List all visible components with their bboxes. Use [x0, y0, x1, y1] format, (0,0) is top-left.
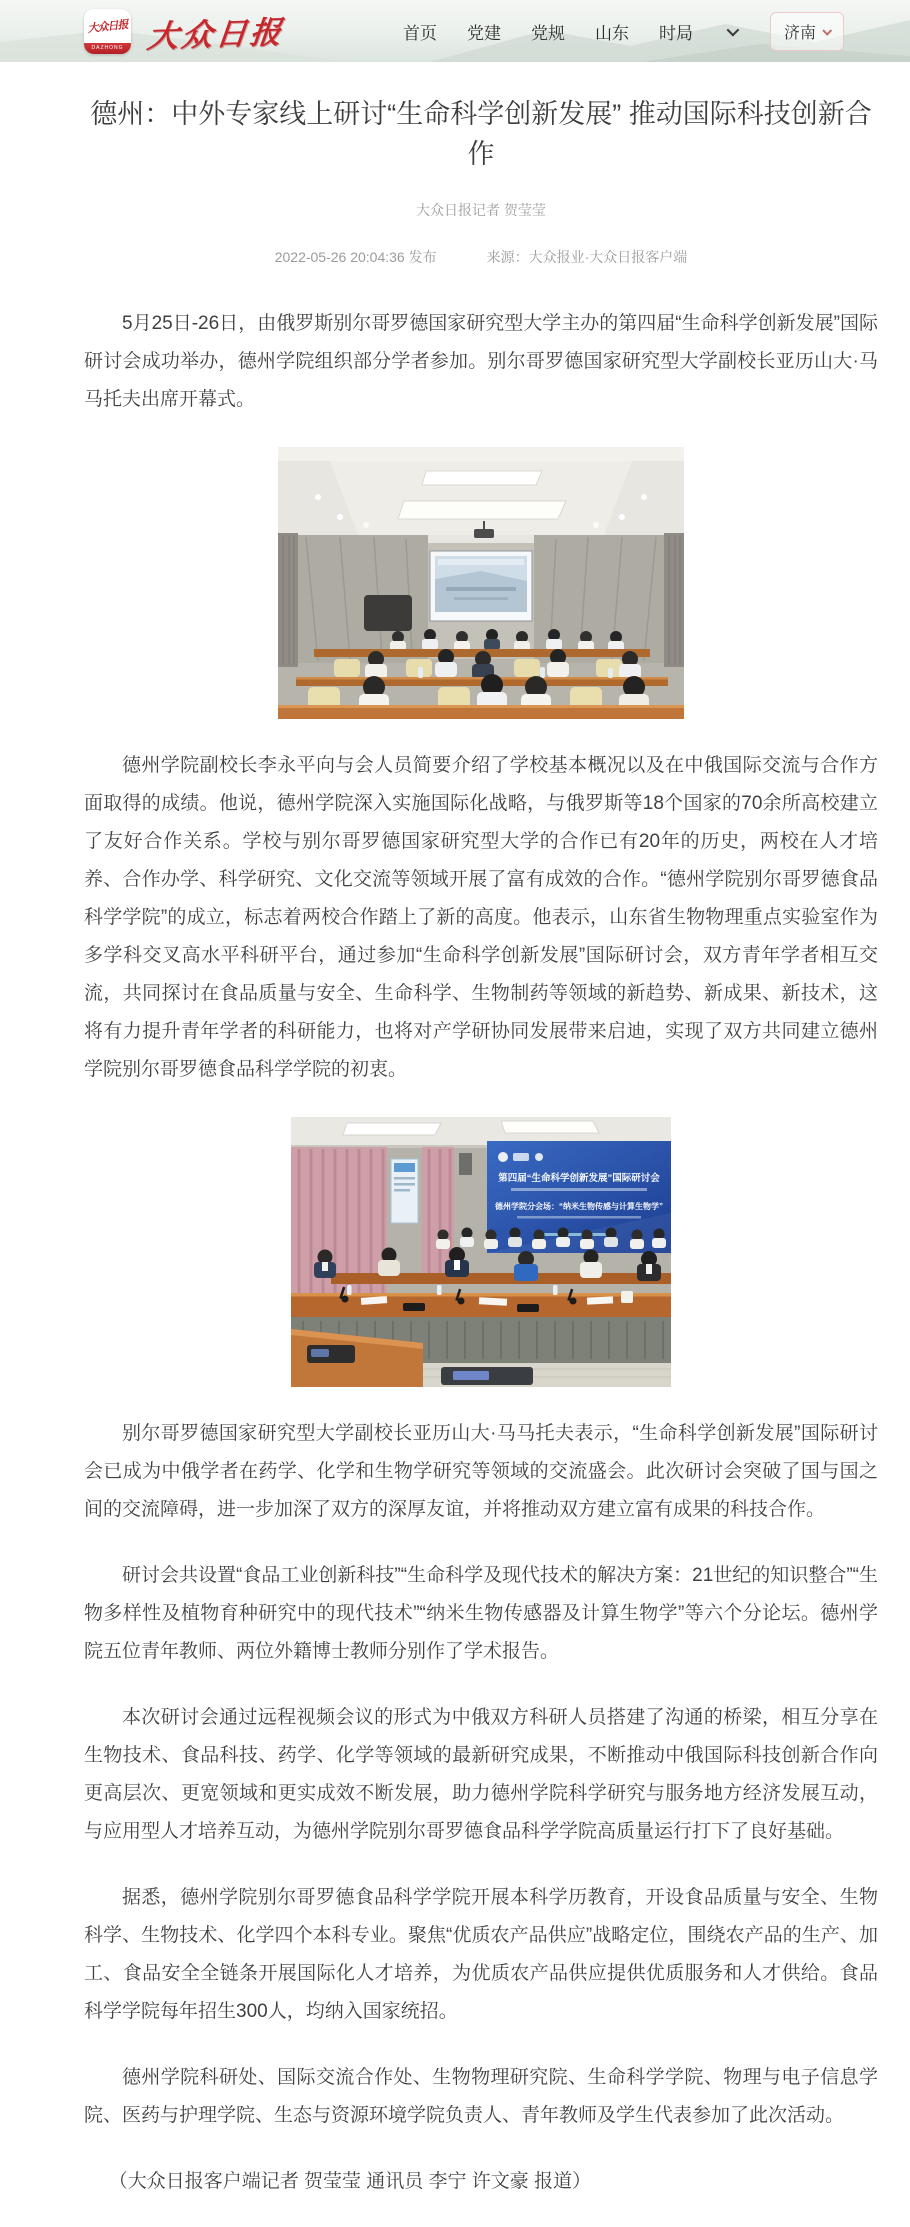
article-meta: [84, 247, 878, 267]
masthead-logo-subtext: DAZHONG: [84, 43, 131, 54]
banner-title-text: 第四届“生命科学创新发展”国际研讨会: [498, 1173, 660, 1184]
masthead-logo-text: 大众日报: [87, 18, 129, 35]
article-photo-2: [84, 1117, 878, 1387]
article-photo-1: [84, 447, 878, 719]
article-paragraph: 别尔哥罗德国家研究型大学副校长亚历山大·马马托夫表示，“生命科学创新发展”国际研讨会已成为中俄学者在药学、化学和生物学研究等领域的交流盛会。此次研讨会突破了国与国之间的交流障碍，进一步加深了双方的深厚友谊，并将推动双方建立富有成果的科技合作。: [84, 1423, 878, 1520]
meeting-room-banner-photo: [291, 1117, 671, 1387]
nav-item-shandong[interactable]: 山东: [594, 23, 629, 43]
article-paragraph: 5月25日-26日，由俄罗斯别尔哥罗德国家研究型大学主办的第四届“生命科学创新发展”国际研讨会成功举办，德州学院组织部分学者参加。别尔哥罗德国家研究型大学副校长亚历山大·马马托夫出席开幕式。: [84, 313, 878, 410]
chevron-down-icon: [727, 23, 740, 36]
article-paragraph: 本次研讨会通过远程视频会议的形式为中俄双方科研人员搭建了沟通的桥梁，相互分享在生物技术、食品科技、药学、化学等领域的最新研究成果，不断推动中俄国际科技创新合作向更高层次、更宽领域和更实成效不断发展，助力德州学院科学研究与服务地方经济发展互动，与应用型人才培养互动，为德州学院别尔哥罗德食品科学学院高质量运行打下了良好基础。: [84, 1707, 878, 1842]
article-paragraph: 据悉，德州学院别尔哥罗德食品科学学院开展本科学历教育，开设食品质量与安全、生物科学、生物技术、化学四个本科专业。聚焦“优质农产品供应”战略定位，围绕农产品的生产、加工、食品安全全链条开展国际化人才培养，为优质农产品供应提供优质服务和人才供给。食品科学学院每年招生300人，均纳入国家统招。: [84, 1887, 878, 2022]
nav-item-party-building[interactable]: 党建: [466, 23, 501, 43]
article-source: 来源：大众报业·大众日报客户端: [486, 249, 688, 265]
nav-item-current-affairs[interactable]: 时局: [658, 23, 693, 43]
article-byline: 大众日报记者 贺莹莹: [416, 202, 546, 218]
masthead-app-logo[interactable]: [84, 9, 131, 54]
nav-item-party-rules[interactable]: 党规: [530, 23, 565, 43]
masthead-calligraphy-logo[interactable]: 大众日报: [145, 14, 286, 54]
banner-subtitle-text: 德州学院分会场：“纳米生物传感与计算生物学”: [495, 1202, 663, 1211]
article-paragraph: 研讨会共设置“食品工业创新科技”“生命科学及现代技术的解决方案：21世纪的知识整合”“生物多样性及植物育种研究中的现代技术”“纳米生物传感器及计算生物学”等六个分论坛。德州学院五位青年教师、两位外籍博士教师分别作了学术报告。: [84, 1565, 878, 1662]
article-paragraph: 德州学院副校长李永平向与会人员简要介绍了学校基本概况以及在中俄国际交流与合作方面取得的成绩。他说，德州学院深入实施国际化战略，与俄罗斯等18个国家的70余所高校建立了友好合作关系。学校与别尔哥罗德国家研究型大学的合作已有20年的历史，两校在人才培养、合作办学、科学研究、文化交流等领域开展了富有成效的合作。“德州学院别尔哥罗德食品科学学院”的成立，标志着两校合作踏上了新的高度。他表示，山东省生物物理重点实验室作为多学科交叉高水平科研平台，通过参加“生命科学创新发展”国际研讨会，双方青年学者相互交流，共同探讨在食品质量与安全、生命科学、生物制药等领域的新趋势、新成果、新技术，这将有力提升青年学者的科研能力，也将对产学研协同发展带来启迪，实现了双方共同建立德州学院别尔哥罗德食品科学学院的初衷。: [84, 755, 878, 1080]
main-nav: [403, 12, 844, 51]
article-credit: （大众日报客户端记者 贺莹莹 通讯员 李宁 许文豪 报道）: [108, 2171, 592, 2192]
conference-audience-photo: [278, 447, 684, 719]
nav-item-home[interactable]: 首页: [402, 23, 437, 43]
article: [0, 94, 910, 2227]
nav-more-toggle[interactable]: [723, 27, 740, 36]
city-selector[interactable]: [770, 12, 844, 51]
article-title: 德州：中外专家线上研讨“生命科学创新发展” 推动国际科技创新合作: [90, 99, 872, 169]
article-body: [84, 305, 878, 2201]
site-header: [0, 0, 910, 62]
city-selector-label: 济南: [783, 24, 816, 42]
chevron-down-icon: [822, 25, 832, 35]
article-paragraph: 德州学院科研处、国际交流合作处、生物物理研究院、生命科学学院、物理与电子信息学院、医药与护理学院、生态与资源环境学院负责人、青年教师及学生代表参加了此次活动。: [84, 2067, 878, 2126]
publish-time: 2022-05-26 20:04:36 发布: [274, 249, 437, 265]
